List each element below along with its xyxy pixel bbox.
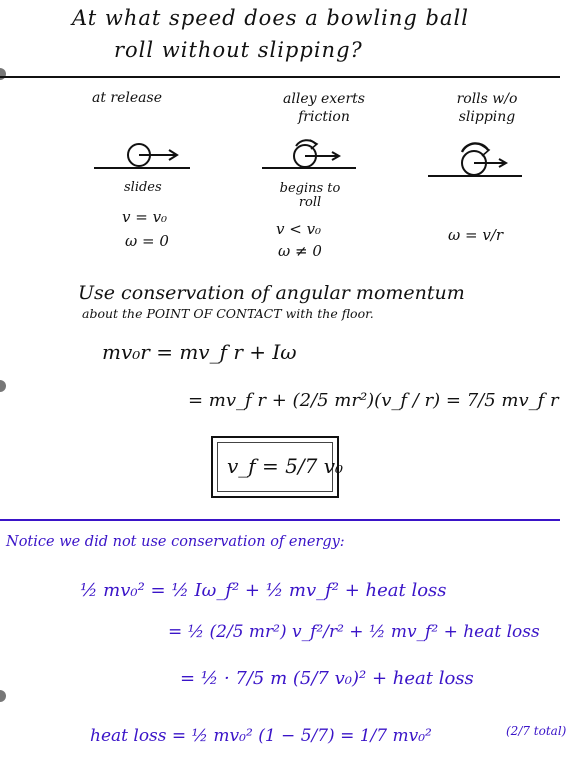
energy-aside: (2/7 total)	[506, 724, 567, 738]
section-divider-violet	[0, 519, 560, 521]
relation-friction-omega: ω ≠ 0	[278, 242, 322, 260]
energy-note: Notice we did not use conservation of energy:	[6, 534, 345, 550]
col-heading-rolling: rolls w/o slipping	[456, 91, 518, 125]
result-box	[211, 436, 344, 498]
relation-rolling-omega: ω = v/r	[448, 226, 504, 244]
title-line-2: roll without slipping?	[114, 38, 363, 62]
energy-eq-3: = ½ · 7/5 m (5/7 v₀)² + heat loss	[180, 668, 474, 689]
momentum-eq-1: mv₀r = mv_f r + Iω	[102, 340, 297, 364]
title-line-1: At what speed does a bowling ball	[72, 6, 469, 30]
relation-release-omega: ω = 0	[125, 232, 169, 250]
col-heading-release: at release	[92, 90, 162, 106]
result-formula: v_f = 5/7 v₀	[227, 454, 344, 478]
relation-release-v: v = v₀	[122, 208, 168, 226]
energy-eq-1: ½ mv₀² = ½ Iω_f² + ½ mv_f² + heat loss	[80, 580, 447, 601]
method-line-1: Use conservation of angular momentum	[78, 282, 465, 304]
energy-eq-2: = ½ (2/5 mr²) v_f²/r² + ½ mv_f² + heat loss	[168, 622, 540, 642]
col-heading-friction: alley exerts friction	[283, 91, 365, 125]
state-begins-to-roll: begins to roll	[279, 181, 341, 210]
state-slides: slides	[124, 180, 162, 195]
energy-eq-4: heat loss = ½ mv₀² (1 − 5/7) = 1/7 mv₀²	[90, 726, 432, 746]
momentum-eq-2: = mv_f r + (2/5 mr²)(v_f / r) = 7/5 mv_f r	[188, 390, 559, 411]
method-line-2: about the POINT OF CONTACT with the floor.	[82, 306, 374, 321]
relation-friction-v: v < v₀	[276, 220, 322, 238]
